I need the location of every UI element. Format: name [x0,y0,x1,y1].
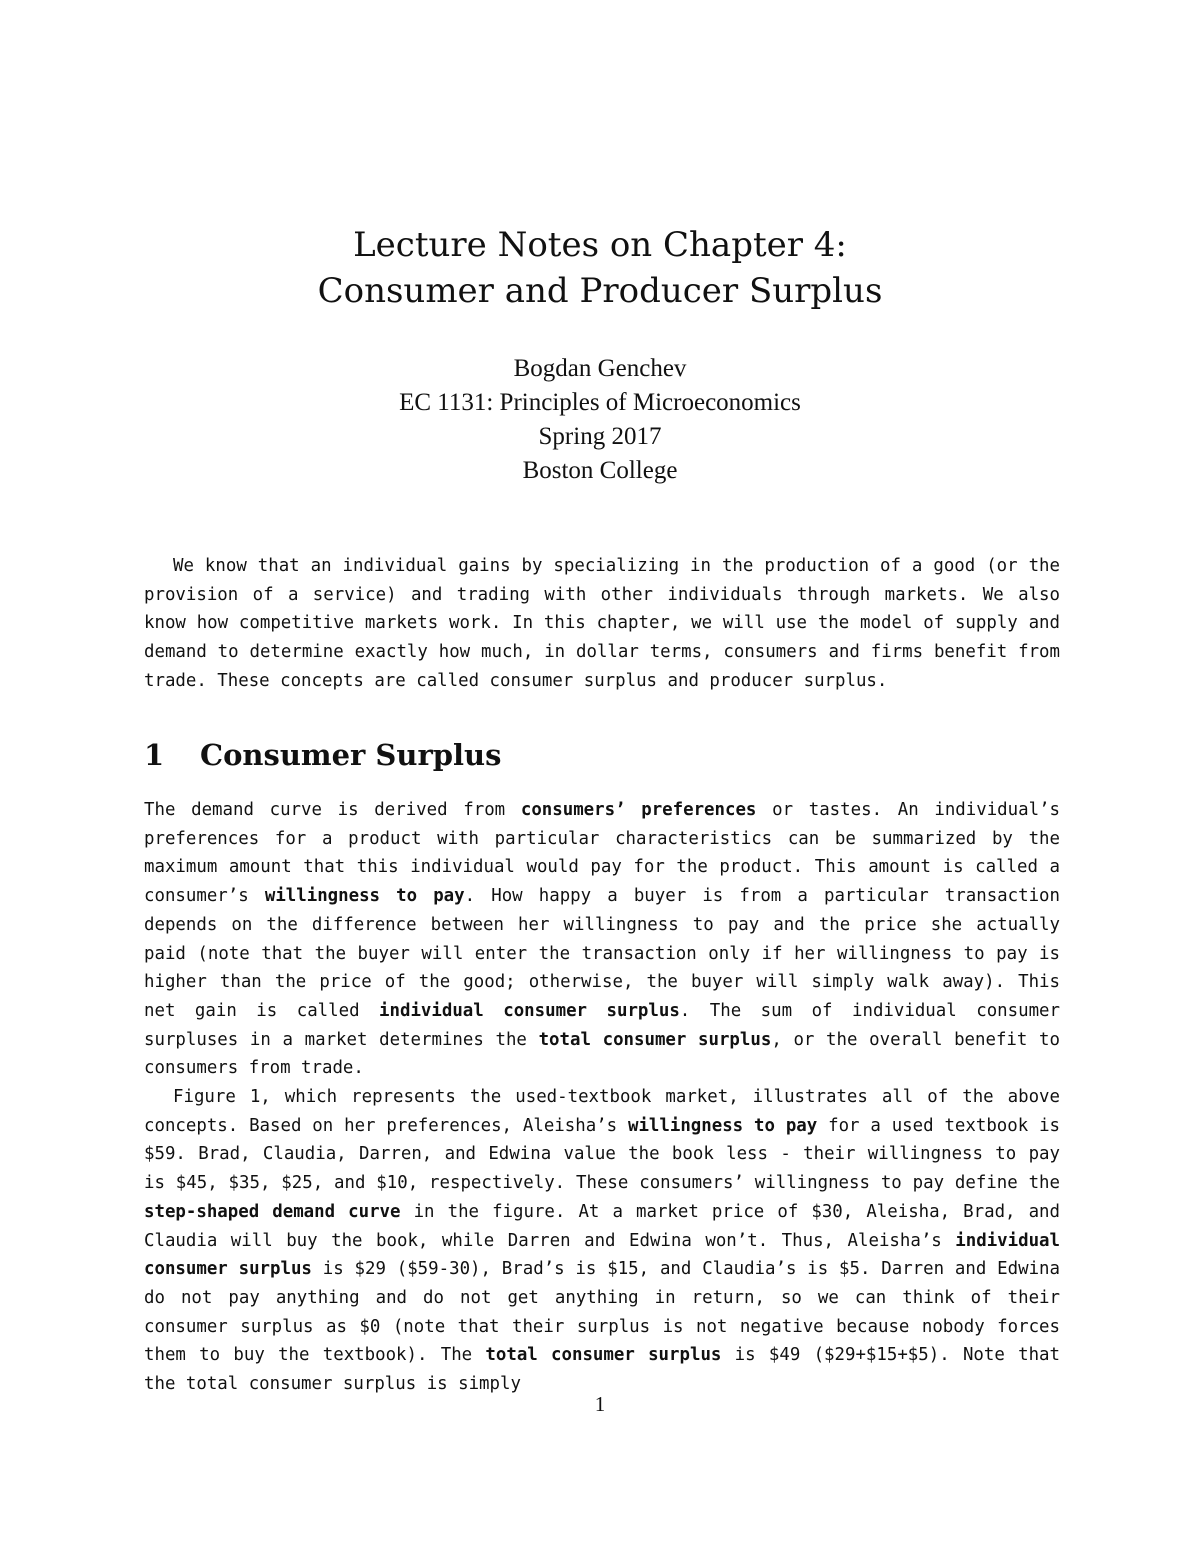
section-body [144,796,1060,1399]
text-run: is $49 ($29+$15+$5). Note that the total consumer surplus is simply [144,1345,1061,1395]
section-title: Consumer Surplus [200,738,502,772]
document-title [0,222,1200,314]
author-info [0,352,1200,488]
course-name: EC 1131: Principles of Microeconomics [399,389,801,416]
term: Spring 2017 [538,423,662,450]
paragraph-1 [144,796,1060,1083]
bold-term: step-shaped demand curve [144,1201,401,1222]
bold-term: willingness to pay [627,1115,818,1136]
bold-term: total consumer surplus [538,1029,772,1050]
text-run: . How happy a buyer is from a particular transaction depends on the difference between her willingness to pay and the price she actually paid (note that the buyer will enter the transaction only if her willingness to pay is higher than the price of the good; otherwise, the buyer will simply walk away). This net gain is called [144,886,1060,1021]
title-line-1: Lecture Notes on Chapter 4: [353,225,847,265]
section-heading [144,735,1060,775]
text-run: in the figure. At a market price of $30, Aleisha, Brad, and Claudia will buy the book, while Darren and Edwina won’t. Thus, Aleisha’s [144,1201,1061,1251]
institution: Boston College [522,457,678,484]
title-line-2: Consumer and Producer Surplus [317,271,883,311]
text-run: for a used textbook is $59. Brad, Claudia, Darren, and Edwina value the book less - their willingness to pay is $45, $35, $25, and $10, respectively. These consumers’ willingness to pay define the [144,1115,1061,1194]
intro-paragraph: We know that an individual gains by specializing in the production of a good (or the provision of a service) and trading with other individuals through markets. We also know how competitive markets work. In this chapter, we will use the model of supply and demand to determine exactly how much, in dollar terms, consumers and firms benefit from trade. These concepts are called consumer surplus and producer surplus. [144,556,1060,691]
page-number: 1 [594,1392,606,1416]
bold-term: willingness to pay [264,886,465,907]
text-run: , or the overall benefit to consumers from trade. [144,1029,1060,1079]
bold-term: total consumer surplus [485,1345,722,1366]
text-run: Figure 1, which represents the used-textbook market, illustrates all of the above concepts. Based on her preferences, Aleisha’s [144,1087,1060,1136]
bold-term: individual consumer surplus [379,1000,680,1021]
section-number: 1 [144,738,165,772]
bold-term: consumers’ preferences [520,800,757,820]
bold-term: individual consumer surplus [144,1230,1060,1280]
paragraph-2 [144,1083,1060,1399]
text-run: or tastes. An individual’s preferences for a product with particular characteristics can be summarized by the maximum amount that this individual would pay for the product. This amount is called a consumer’s [144,800,1060,907]
text-run: . The sum of individual consumer surpluses in a market determines the [144,1000,1060,1050]
text-run: is $29 ($59-30), Brad’s is $15, and Claudia’s is $5. Darren and Edwina do not pay anything and do not get anything in return, so we can think of their consumer surplus as $0 (note that their surplus is not negative because nobody forces them to buy the textbook). The [144,1259,1060,1366]
text-run: The demand curve is derived from [144,800,521,820]
author-name: Bogdan Genchev [513,355,687,382]
